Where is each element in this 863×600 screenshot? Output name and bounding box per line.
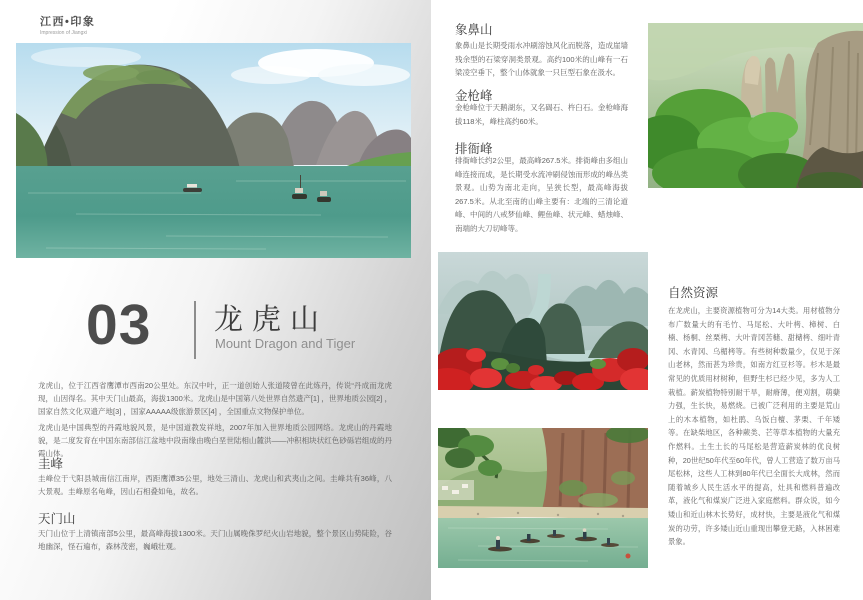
section-body-xiangbishan: 象鼻山是长期受雨水冲刷溶蚀风化而脱落，造成崖墙残余型的石梁穿洞类景观。高约100米的山峰有一石梁凌空垂下，整个山体就象一只巨型石象在汲水。: [455, 41, 628, 77]
section-heading-xiangbishan: 象鼻山: [455, 23, 493, 37]
right-page: [431, 0, 863, 600]
section-body-nature: 在龙虎山，主要资源植物可分为14大类。用材植物分布广数量大的有毛竹、马尾松、大叶栲、樟树、白楠、杨桐、丝栗栲、大叶青冈苦槠、甜槠栲、细叶青冈、水青冈、乌楣栲等。有些树种数量少，仅见于深山老林，然而甚为珍贵，如南方红豆杉等。杉木是最常见的优质用材树种，但野生杉已经少见，多为人工栽植。薪炭植物特别耐干旱，耐瘠薄，便刈割，萌蘖力强，生长快，易燃烧。已被广泛利用的主要是荒山上的木本植物，如杜鹃、乌饭白檀、茅栗、千年矮等。在缺柴地区，各种蕨类、芒等草本植物的大量充作燃料。土生土长的马尾松是营造薪炭林的优良树种，20世纪50年代至60年代，曾人工营造了数万亩马尾松林，这些人工林到80年代已全面长大成林，然而随着城乡人民生活水平的提高，灶具和燃料普遍改革，液化气和煤炭广泛进入家庭燃料。群众说，如今矮山和近山林木长势好，成材快，主要是液化气和煤炭的功劳，许多矮山近山重现出攀登无路，入林困难景象。: [668, 306, 840, 547]
section-heading-paiyafeng: 排衙峰: [455, 142, 493, 156]
intro-paragraph-2: 龙虎山是中国典型的丹霞地貌风景，是中国道教发祥地，2007年加入世界地质公园网络。龙虎山的丹霞地貌，是二度发育在中国东南部信江盆地中段南缘由晚白垩世陆相山麓洪——冲积相块状红色砂砾岩组成的丹霞山体。: [38, 423, 392, 458]
page-title: 龙虎山: [214, 304, 329, 336]
section-body-tianmenshan: 天门山位于上清镇南部5公里，最高峰海拔1300米。天门山属晚侏罗纪火山岩地貌，整个景区山势陡险，谷地幽深，怪石遍布，森林茂密，巍峨壮观。: [38, 529, 392, 551]
brand-subtitle: Impression of Jiangxi: [40, 30, 87, 36]
photo-illustration: [16, 43, 411, 258]
chapter-number: 03: [86, 293, 152, 357]
section-body-jinqiangfeng: 金枪峰位于天鹅湖东，又名碣石、杵臼石。金枪峰海拔118米，峰柱高约60米。: [455, 103, 628, 126]
photo-illustration: [438, 428, 648, 568]
section-heading-tianmenshan: 天门山: [38, 512, 76, 526]
photo-illustration: [438, 252, 648, 390]
section-heading-jinqiangfeng: 金枪峰: [455, 89, 493, 103]
section-heading-nature: 自然资源: [668, 286, 719, 300]
brand-title: 江西•印象: [40, 16, 96, 28]
photo-illustration: [648, 23, 863, 188]
title-divider: [194, 301, 196, 359]
section-heading-guifeng: 圭峰: [38, 457, 64, 471]
page-title-english: Mount Dragon and Tiger: [215, 336, 356, 351]
intro-paragraph-1: 龙虎山，位于江西省鹰潭市西南20公里处。东汉中叶，正一道创始人张道陵曾在此炼丹，传说“丹成而龙虎现，山因得名。其中天门山最高，海拔1300米。龙虎山是中国第八处世界自然遗产[1] ，世界地质公园[2] ，国家自然文化双遗产地[3] ，国家AAAAA级旅游景区[4] ，全国重点文物保护单位。: [38, 381, 392, 416]
river-bend-photo: [438, 252, 648, 390]
section-body-guifeng: 圭峰位于弋阳县城南信江南岸，西距鹰潭35公里，地处三清山、龙虎山和武夷山之间。圭峰共有36峰，八大景观。圭峰原名龟峰，因山石相叠如龟，故名。: [38, 474, 392, 496]
rafts-photo: [438, 428, 648, 568]
green-peaks-photo: [648, 23, 863, 188]
main-river-photo: [16, 43, 411, 258]
left-page: [0, 0, 431, 600]
section-body-paiyafeng: 排衙峰长约2公里，最高峰267.5米。排衙峰由多组山峰连接而成，是长期受水流冲刷侵蚀而形成的峰丛类景观。山势为南北走向，呈狭长型，最高峰海拔267.5米。从北至南的山峰主要有：北端的三清论道峰、中间的八戒梦仙峰、鲤鱼峰、状元峰、蜡烛峰、南端的大刀切峰等。: [455, 156, 628, 233]
brand-logo: [40, 13, 95, 36]
